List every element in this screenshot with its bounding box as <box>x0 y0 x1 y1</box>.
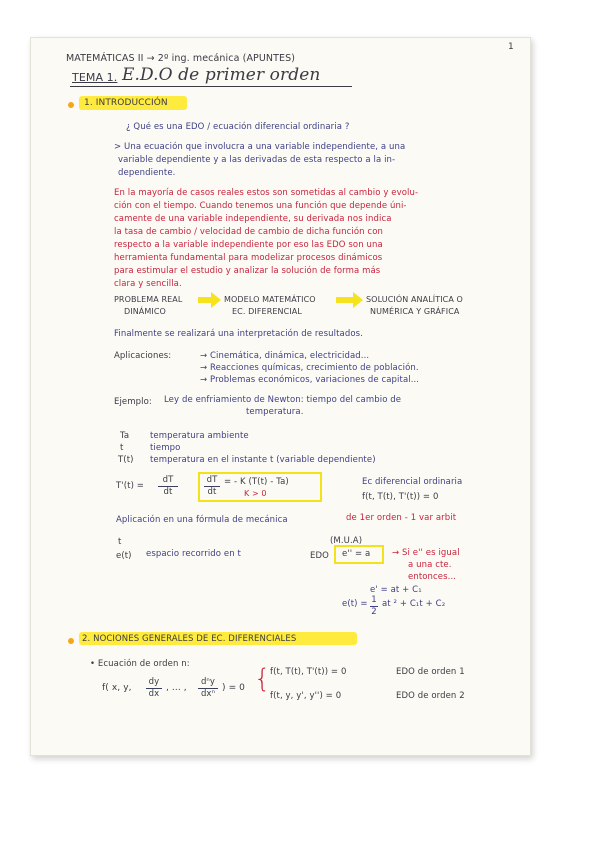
apps-label: Aplicaciones: <box>114 351 172 361</box>
flow-step-3-line1: SOLUCIÓN ANALÍTICA O <box>366 295 463 304</box>
box-derivative-fraction <box>204 476 220 496</box>
et-symbol: e(t) <box>116 551 132 561</box>
example-line-2: temperatura. <box>246 407 304 417</box>
var-t-symbol: t <box>120 443 124 453</box>
section-bullet-icon <box>68 102 74 108</box>
page-number: 1 <box>508 42 514 52</box>
t-symbol: t <box>118 537 122 547</box>
muna-label: (M.U.A) <box>330 536 363 546</box>
side-note-1: → Si e'' es igual <box>392 548 460 558</box>
flow-arrow-1-shaft <box>198 297 212 303</box>
app-item-3: → Problemas económicos, variaciones de capital... <box>200 375 420 385</box>
var-t-desc: tiempo <box>150 443 181 453</box>
var-ta-symbol: Ta <box>120 431 130 441</box>
section-bullet-icon <box>68 638 74 644</box>
box-dt: dt <box>207 486 217 497</box>
eq-lhs: T'(t) = <box>116 481 145 491</box>
case-2-eq: f(t, y, y', y'') = 0 <box>270 691 342 701</box>
title-underline <box>70 86 352 87</box>
gen-eq-mid: , ... , <box>166 683 187 693</box>
gen-eq-lhs: f( x, y, <box>102 683 132 693</box>
eq-note-1: Ec diferencial ordinaria <box>362 477 463 487</box>
eq-dT: dT <box>162 475 174 485</box>
red-paragraph-2: ción con el tiempo. Cuando tenemos una función que depende úni- <box>114 201 407 211</box>
edo-box-text: e'' = a <box>342 549 371 559</box>
red-paragraph-7: para estimular el estudio y analizar la solución de forma más <box>114 266 381 276</box>
brace-icon: { <box>254 664 271 694</box>
page-title: E.D.O de primer orden <box>122 65 321 85</box>
eq-note-2: f(t, T(t), T'(t)) = 0 <box>362 492 439 502</box>
side-note-3: entonces... <box>408 572 457 582</box>
var-Tt-desc: temperatura en el instante t (variable dependiente) <box>150 455 376 465</box>
gen-dx: dx <box>148 688 160 699</box>
side-note-2: a una cte. <box>408 560 452 570</box>
result-1: e' = at + C₁ <box>370 585 422 595</box>
red-paragraph-5: respecto a la variable independiente por eso las EDO son una <box>114 240 383 250</box>
gen-dy: dy <box>148 677 160 687</box>
example-label: Ejemplo: <box>114 397 152 407</box>
red-paragraph-4: la tasa de cambio / velocidad de cambio de dicha función con <box>114 227 383 237</box>
flow-step-3-line2: NUMÉRICA Y GRÁFICA <box>370 307 460 316</box>
red-paragraph-6: herramienta fundamental para modelizar procesos dinámicos <box>114 253 383 263</box>
mech-red-note: de 1er orden - 1 var arbit <box>346 513 457 523</box>
tema-label: TEMA 1. <box>72 71 118 84</box>
section1-heading: 1. INTRODUCCIÓN <box>84 98 168 108</box>
gen-dny: dⁿy <box>200 677 216 687</box>
section2-heading: 2. NOCIONES GENERALES DE EC. DIFERENCIALES <box>82 634 297 644</box>
flow-arrow-2-shaft <box>336 297 354 303</box>
result-2-fraction <box>370 596 378 616</box>
var-Tt-symbol: T(t) <box>118 455 134 465</box>
red-paragraph-3: camente de una variable independiente, su derivada nos indica <box>114 214 392 224</box>
result-2-lhs: e(t) = <box>342 599 368 609</box>
result-2-den: 2 <box>371 606 377 617</box>
flow-step-1-line1: PROBLEMA REAL <box>114 295 183 304</box>
question-text: ¿ Qué es una EDO / ecuación diferencial ordinaria ? <box>126 122 350 132</box>
flow-step-1-line2: DINÁMICO <box>124 307 166 316</box>
final-note: Finalmente se realizará una interpretación de resultados. <box>114 329 363 339</box>
result-2-rhs: at ² + C₁t + C₂ <box>382 599 446 609</box>
gen-dxn: dxⁿ <box>200 688 216 699</box>
answer-line-3: dependiente. <box>118 168 176 178</box>
example-line-1: Ley de enfriamiento de Newton: tiempo del cambio de <box>164 395 402 405</box>
gen-nth-derivative <box>198 678 218 698</box>
answer-line-1: > Una ecuación que involucra a una variable independiente, a una <box>114 142 406 152</box>
mech-label: Aplicación en una fórmula de mecánica <box>116 515 288 525</box>
red-paragraph-1: En la mayoría de casos reales estos son sometidas al cambio y evolu- <box>114 188 419 198</box>
eq-k-condition: K > 0 <box>244 489 267 498</box>
var-ta-desc: temperatura ambiente <box>150 431 249 441</box>
order-n-bullet: • Ecuación de orden n: <box>90 659 190 669</box>
case-1-eq: f(t, T(t), T'(t)) = 0 <box>270 667 347 677</box>
case-2-label: EDO de orden 2 <box>396 691 465 701</box>
red-paragraph-8: clara y sencilla. <box>114 279 182 289</box>
flow-step-2-line2: EC. DIFERENCIAL <box>232 307 302 316</box>
flow-arrow-2-icon <box>353 292 363 308</box>
box-dT: dT <box>206 475 218 485</box>
app-item-1: → Cinemática, dinámica, electricidad... <box>200 351 370 361</box>
gen-first-derivative <box>146 678 162 698</box>
result-2-num: 1 <box>371 595 377 605</box>
et-desc: espacio recorrido en t <box>146 549 241 559</box>
case-1-label: EDO de orden 1 <box>396 667 465 677</box>
app-item-2: → Reacciones químicas, crecimiento de población. <box>200 363 419 373</box>
eq-box-rhs: = - K (T(t) - Ta) <box>224 477 289 487</box>
answer-line-2: variable dependiente y a las derivadas de esta respecto a la in- <box>118 155 396 165</box>
edo-label: EDO <box>310 551 329 561</box>
flow-arrow-1-icon <box>211 292 221 308</box>
gen-eq-rhs: ) = 0 <box>222 683 245 693</box>
eq-dt: dt <box>163 486 173 497</box>
subject-line: MATEMÁTICAS II → 2º ing. mecánica (APUNTES) <box>66 53 296 64</box>
eq-derivative-fraction <box>158 476 178 496</box>
flow-step-2-line1: MODELO MATEMÁTICO <box>224 295 316 304</box>
